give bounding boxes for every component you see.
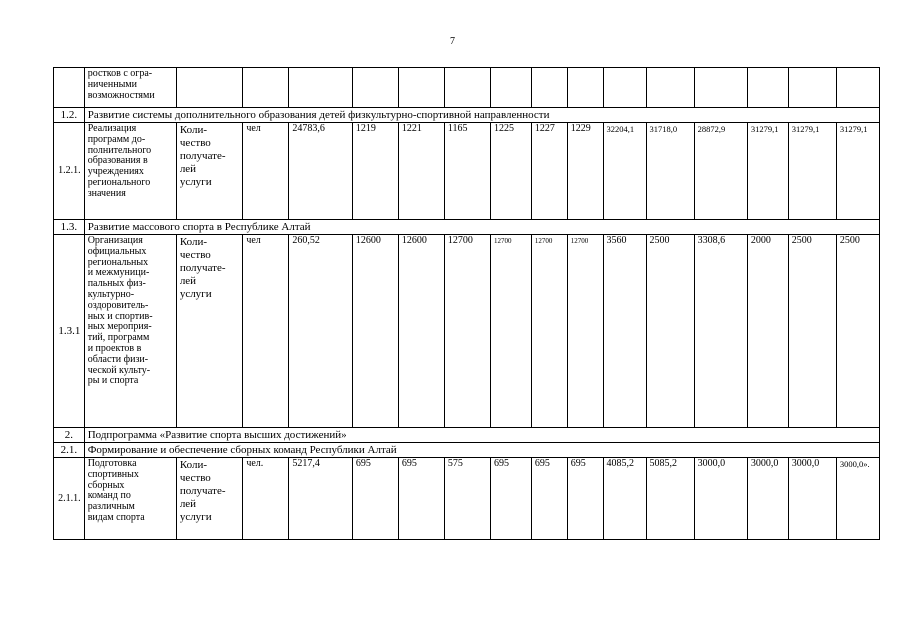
- cell-value: 2500: [646, 235, 694, 428]
- cell-value: 31279,1: [788, 123, 836, 220]
- cell-value: 5217,4: [289, 458, 352, 540]
- row-code: 2.1.1.: [54, 458, 85, 540]
- cell-value: 31718,0: [646, 123, 694, 220]
- row-unit: чел.: [243, 458, 289, 540]
- cell-value: 12600: [398, 235, 444, 428]
- cell-value: 31279,1: [836, 123, 879, 220]
- row-code: 1.3.1: [54, 235, 85, 428]
- section-title: Развитие системы дополнительного образования детей физкультурно-спортивной направленности: [84, 108, 879, 123]
- section-row: [54, 220, 880, 235]
- row-unit: чел: [243, 123, 289, 220]
- page-number: 7: [450, 36, 455, 47]
- table-row: [54, 235, 880, 428]
- section-title: Развитие массового спорта в Республике Алтай: [84, 220, 879, 235]
- row-unit: чел: [243, 235, 289, 428]
- cell-value: 5085,2: [646, 458, 694, 540]
- cell-value: 3000,0: [788, 458, 836, 540]
- cell-value: 695: [490, 458, 531, 540]
- cell-value: 1165: [444, 123, 490, 220]
- cell-value: 2500: [836, 235, 879, 428]
- cell-value: 31279,1: [747, 123, 788, 220]
- section-title: Формирование и обеспечение сборных команд Республики Алтай: [84, 443, 879, 458]
- cell-value: 12600: [352, 235, 398, 428]
- row-name: Подготовка спортивных сборных команд по различным видам спорта: [84, 458, 176, 540]
- section-row: [54, 108, 880, 123]
- cell-value: 3000,0: [747, 458, 788, 540]
- row-indicator: Коли- чество получате- лей услуги: [176, 458, 243, 540]
- row-indicator: Коли- чество получате- лей услуги: [176, 235, 243, 428]
- cell-value: 4085,2: [603, 458, 646, 540]
- section-code: 2.1.: [54, 443, 85, 458]
- cell-value: 3560: [603, 235, 646, 428]
- section-code: 1.3.: [54, 220, 85, 235]
- cell-value: 1229: [567, 123, 603, 220]
- cell-value: 1221: [398, 123, 444, 220]
- cell-value: 1225: [490, 123, 531, 220]
- cell-value: 32204,1: [603, 123, 646, 220]
- table-row: [54, 123, 880, 220]
- cell-value: 575: [444, 458, 490, 540]
- table-row: [54, 68, 880, 108]
- cell-value: 1227: [531, 123, 567, 220]
- cell-value: 12700: [567, 235, 603, 428]
- cell-value: 3000,0».: [836, 458, 879, 540]
- data-table: [53, 67, 880, 540]
- section-code: 2.: [54, 428, 85, 443]
- cell-value: 24783,6: [289, 123, 352, 220]
- cell-value: 28872,9: [694, 123, 747, 220]
- table-row: [54, 458, 880, 540]
- row-name: ростков с огра- ниченными возможностями: [84, 68, 176, 108]
- row-name: Реализация программ до- полнительного образования в учреждениях регионального значения: [84, 123, 176, 220]
- cell-value: 2000: [747, 235, 788, 428]
- section-row: [54, 443, 880, 458]
- cell-value: 695: [352, 458, 398, 540]
- cell-value: 695: [567, 458, 603, 540]
- row-name: Организация официальных региональных и межмуници- пальных физ- культурно- оздоровитель- ных и спортив- ных мероприя- тий, программ и проектов в области физи- ческой культу- ры и спорта: [84, 235, 176, 428]
- cell-value: 695: [398, 458, 444, 540]
- cell-value: 1219: [352, 123, 398, 220]
- cell-value: 260,52: [289, 235, 352, 428]
- section-code: 1.2.: [54, 108, 85, 123]
- cell-value: 3000,0: [694, 458, 747, 540]
- section-title: Подпрограмма «Развитие спорта высших достижений»: [84, 428, 879, 443]
- cell-value: 12700: [490, 235, 531, 428]
- cell-value: 12700: [531, 235, 567, 428]
- row-indicator: Коли- чество получате- лей услуги: [176, 123, 243, 220]
- cell-value: 3308,6: [694, 235, 747, 428]
- section-row: [54, 428, 880, 443]
- row-code: 1.2.1.: [54, 123, 85, 220]
- cell-value: 12700: [444, 235, 490, 428]
- cell-value: 2500: [788, 235, 836, 428]
- cell-value: 695: [531, 458, 567, 540]
